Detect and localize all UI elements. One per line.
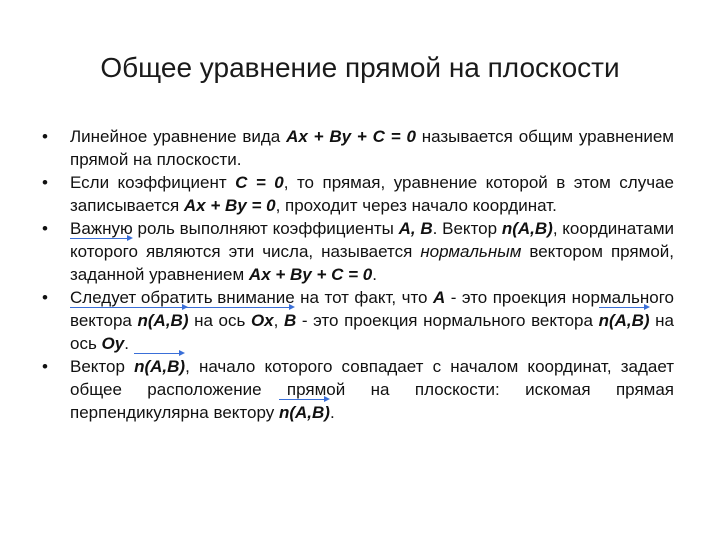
- text: .: [329, 403, 335, 422]
- text: , начало которого совпадает с началом координат, задает общее расположение прямой на плоскости: искомая прямая перпендикулярна вектору: [70, 357, 674, 422]
- bullet-icon: •: [42, 173, 48, 192]
- vector-n: n(A,B): [138, 309, 189, 332]
- equation: Ax + By + C = 0: [248, 265, 373, 284]
- coefficients: A, B: [398, 219, 433, 238]
- vector-n: n(A,B): [279, 401, 330, 424]
- coef-b: B: [283, 311, 297, 330]
- text: ,: [273, 311, 284, 330]
- text: , то прямая, уравнение которой в этом случае записывается: [70, 173, 674, 215]
- vector-arrow-icon: [70, 236, 133, 242]
- text-with-arrow: Следует обратить внимание: [70, 286, 295, 309]
- text: на ось: [188, 311, 251, 330]
- text: роль выполняют коэффициенты: [132, 219, 399, 238]
- vector-n: n(A,B): [134, 355, 185, 378]
- bullet-icon: •: [42, 219, 48, 238]
- slide-title: Общее уравнение прямой на плоскости: [100, 52, 620, 83]
- text: . Вектор: [432, 219, 502, 238]
- vector-arrow-icon: [599, 305, 650, 311]
- equation: Ax + By + C = 0: [286, 127, 416, 146]
- text: Вектор: [70, 357, 135, 376]
- text: .: [124, 334, 129, 353]
- text: на тот факт, что: [294, 288, 433, 307]
- list-item: [42, 355, 674, 424]
- equation: Ax + By = 0: [183, 196, 276, 215]
- list-item: [42, 125, 674, 171]
- vector-n: n(A,B): [599, 309, 650, 332]
- text: Если коэффициент: [70, 173, 236, 192]
- text: .: [372, 265, 377, 284]
- bullet-icon: •: [42, 288, 48, 307]
- vector-arrow-icon: [279, 397, 330, 403]
- axis-oy: Oy: [101, 334, 125, 353]
- coef-a: A: [433, 288, 446, 307]
- axis-ox: Ox: [250, 311, 274, 330]
- bullet-list: [42, 125, 674, 424]
- list-item: [42, 217, 674, 286]
- equation: C = 0: [235, 173, 284, 192]
- text: называется общим уравнением прямой на плоскости.: [70, 127, 674, 169]
- text: - это проекция нормального вектора: [296, 311, 599, 330]
- vector-arrow-icon: [138, 305, 189, 311]
- text: на ось: [70, 311, 674, 353]
- vector-n: n(A,B): [501, 219, 553, 238]
- vector-arrow-icon: [134, 351, 185, 357]
- text: Линейное уравнение вида: [70, 127, 287, 146]
- bullet-icon: •: [42, 357, 48, 376]
- list-item: [42, 171, 674, 217]
- text: - это проекция нормального вектора: [70, 288, 674, 330]
- text: вектором прямой, заданной уравнением: [70, 242, 674, 284]
- list-item: [42, 286, 674, 355]
- text: , координатами которого являются эти числа, называется: [70, 219, 675, 261]
- text: , проходит через начало координат.: [275, 196, 557, 215]
- bullet-icon: •: [42, 127, 48, 146]
- text-with-arrow: Важную: [70, 217, 133, 240]
- term-normal: нормальным: [420, 242, 522, 261]
